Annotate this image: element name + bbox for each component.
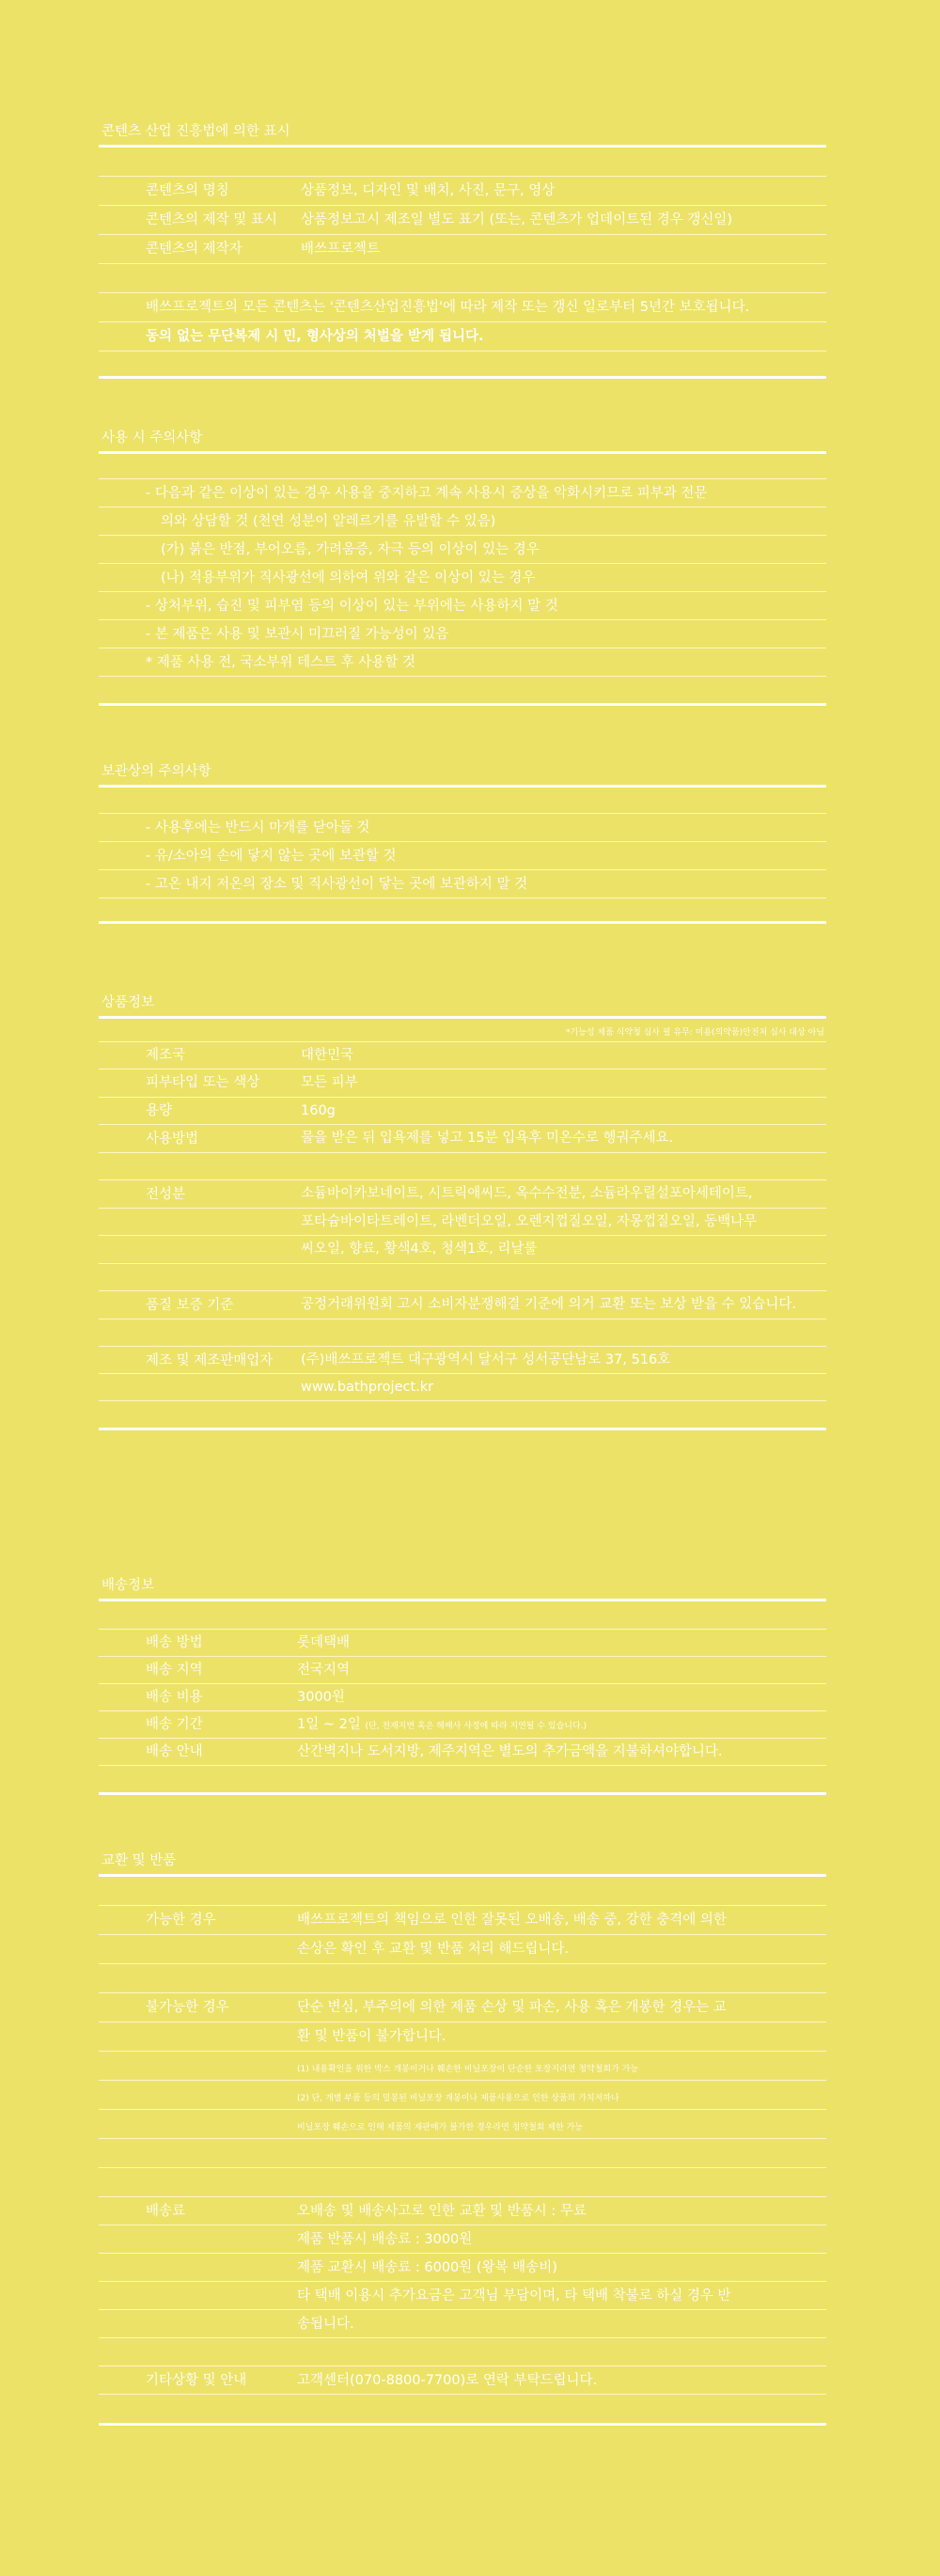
exchange-row-small <box>99 2081 826 2109</box>
row-label: 사용방법 <box>146 1132 199 1147</box>
product-row <box>99 1069 826 1097</box>
row-value: 환 및 반품이 불가합니다. <box>297 2029 446 2044</box>
section-title: 교환 및 반품 <box>102 1853 177 1868</box>
row-label: 배송 지역 <box>146 1663 203 1678</box>
row-label: 배송 안내 <box>146 1744 203 1759</box>
exchange-row-cont <box>99 2022 826 2051</box>
storage-line <box>99 814 826 841</box>
section-end-rule <box>99 921 826 924</box>
row-value: 손상은 확인 후 교환 및 반품 처리 해드립니다. <box>297 1942 569 1957</box>
row-label: 품질 보증 기준 <box>146 1298 234 1313</box>
storage-text: - 고온 내지 저온의 장소 및 직사광선이 닿는 곳에 보관하지 말 것 <box>146 877 528 892</box>
row-value: 제품 반품시 배송료 : 3000원 <box>297 2232 473 2247</box>
row-value: 물을 받은 뒤 입욕제를 넣고 15분 입욕후 미온수로 헹궈주세요. <box>301 1131 674 1146</box>
caution-text: (가) 붉은 반점, 부어오름, 가려움증, 자극 등의 이상이 있는 경우 <box>161 542 540 557</box>
delivery-row <box>99 1657 826 1683</box>
product-row <box>99 1347 826 1373</box>
row-value: 공정거래위원회 고시 소비자분쟁해결 기준에 의거 교환 또는 보상 받을 수 있습니다. <box>301 1297 796 1312</box>
row-value: 상품정보고시 제조일 별도 표기 (또는, 콘텐츠가 업데이트된 경우 갱신일) <box>301 212 732 227</box>
row-label: 가능한 경우 <box>146 1912 216 1928</box>
row-value: 전국지역 <box>297 1663 351 1678</box>
row-small-note: 비닐포장 훼손으로 인해 제품의 재판매가 불가한 경우라면 청약철회 제한 가능 <box>297 2123 583 2132</box>
product-info-section <box>99 993 826 1430</box>
delivery-row <box>99 1711 826 1738</box>
caution-text: 의와 상담할 것 (천연 성분이 알레르기를 유발할 수 있음) <box>161 514 496 529</box>
row-label: 콘텐츠의 제작 및 표시 <box>146 212 277 227</box>
delivery-period: 1일 ~ 2일 <box>297 1717 361 1732</box>
row-small-note: (2) 단, 개별 부품 등의 밀봉된 비닐포장 개봉이나 제품사용으로 인한 상품의 가치저하나 <box>297 2094 619 2103</box>
section-end-rule <box>99 2423 826 2426</box>
row-label: 제조국 <box>146 1048 186 1063</box>
row-value <box>297 1715 587 1736</box>
exchange-row <box>99 1993 826 2022</box>
product-row <box>99 1125 826 1152</box>
exchange-row-cont <box>99 2310 826 2337</box>
exchange-row-cont <box>99 2282 826 2309</box>
row-value: 오배송 및 배송사고로 인한 교환 및 반품시 : 무료 <box>297 2204 587 2219</box>
usage-caution-section <box>99 429 826 706</box>
row-value: 3000원 <box>297 1690 345 1705</box>
caution-text: (나) 적용부위가 직사광선에 의하여 위와 같은 이상이 있는 경우 <box>161 570 536 585</box>
row-value: (주)배쓰프로젝트 대구광역시 달서구 성서공단남로 37, 516호 <box>301 1352 671 1367</box>
storage-caution-section <box>99 762 826 924</box>
product-row-cont <box>99 1236 826 1263</box>
notice-line <box>99 293 826 321</box>
row-label: 콘텐츠의 명칭 <box>146 183 229 198</box>
section-title: 콘텐츠 산업 진흥법에 의한 표시 <box>102 124 290 139</box>
delivery-row <box>99 1684 826 1710</box>
row-label: 기타상황 및 안내 <box>146 2373 247 2388</box>
row-label: 전성분 <box>146 1187 186 1202</box>
row-value: 타 택배 이용시 추가요금은 고객님 부담이며, 타 택배 착불로 하실 경우 반 <box>297 2288 731 2303</box>
exchange-row <box>99 2197 826 2225</box>
caution-line <box>99 620 826 648</box>
caution-line <box>99 648 826 676</box>
section-end-rule <box>99 1792 826 1795</box>
exchange-return-section <box>99 1851 826 2426</box>
row-value: 제품 교환시 배송료 : 6000원 (왕복 배송비) <box>297 2260 557 2275</box>
row-small-note: (1) 내용확인을 위한 박스 개봉이거나 훼손한 비닐포장이 단순한 포장지라면 청약철회가 가능 <box>297 2065 639 2074</box>
exchange-row <box>99 2366 826 2394</box>
row-label: 콘텐츠의 제작자 <box>146 242 243 257</box>
info-row <box>99 206 826 234</box>
caution-line <box>99 479 826 507</box>
caution-text: * 제품 사용 전, 국소부위 테스트 후 사용할 것 <box>146 655 415 670</box>
storage-line <box>99 842 826 869</box>
product-row-cont <box>99 1209 826 1235</box>
product-row <box>99 1291 826 1319</box>
row-value: 160g <box>301 1103 336 1118</box>
notice-line <box>99 322 826 351</box>
caution-line <box>99 507 826 535</box>
row-value: 상품정보, 디자인 및 배치, 사진, 문구, 영상 <box>301 183 556 198</box>
delivery-period-note: (단, 천재지변 혹은 해배사 사정에 따라 지연될 수 있습니다.) <box>365 1722 588 1731</box>
product-row <box>99 1180 826 1208</box>
row-value: 송됩니다. <box>297 2317 354 2332</box>
caution-line <box>99 536 826 563</box>
row-value: 배쓰프로젝트의 책임으로 인한 잘못된 오배송, 배송 중, 강한 충격에 의한 <box>297 1912 727 1928</box>
exchange-row-cont <box>99 2225 826 2253</box>
exchange-row-small <box>99 2110 826 2138</box>
exchange-row-cont <box>99 2254 826 2281</box>
row-label: 배송 방법 <box>146 1635 203 1650</box>
delivery-row <box>99 1630 826 1656</box>
row-label: 제조 및 제조판매업자 <box>146 1353 274 1368</box>
row-value: 대한민국 <box>301 1048 354 1063</box>
row-value: 배쓰프로젝트 <box>301 242 381 257</box>
section-title: 사용 시 주의사항 <box>102 430 203 445</box>
exchange-row-small <box>99 2052 826 2080</box>
info-row <box>99 235 826 263</box>
product-note: *기능성 제품 식약청 심사 필 유무: 미용(의약품)안전처 심사 대상 아님 <box>565 1028 824 1038</box>
caution-line <box>99 592 826 619</box>
row-label: 불가능한 경우 <box>146 2000 229 2015</box>
product-row <box>99 1098 826 1124</box>
row-label: 배송 비용 <box>146 1690 203 1705</box>
section-title: 보관상의 주의사항 <box>102 764 212 779</box>
row-value: 포타슘바이타트레이트, 라벤더오일, 오렌지껍질오일, 자몽껍질오일, 동백나무 <box>301 1214 758 1229</box>
section-end-rule <box>99 703 826 706</box>
notice-text-bold: 동의 없는 무단복제 시 민, 형사상의 처벌을 받게 됩니다. <box>146 329 484 344</box>
copyright-section <box>99 122 826 379</box>
row-value: 씨오일, 향료, 황색4호, 청색1호, 리날룰 <box>301 1241 538 1257</box>
notice-text: 배쓰프로젝트의 모든 콘텐츠는 '콘텐츠산업진흥법'에 따라 제작 또는 갱신 일로부터 5년간 보호됩니다. <box>146 300 750 315</box>
row-value: 고객센터(070-8800-7700)로 연락 부탁드립니다. <box>297 2373 598 2388</box>
row-label: 피부타입 또는 색상 <box>146 1075 260 1090</box>
row-label: 배송료 <box>146 2204 186 2219</box>
storage-text: - 유/소아의 손에 닿지 않는 곳에 보관할 것 <box>146 849 397 864</box>
row-value: 모든 피부 <box>301 1075 358 1090</box>
row-label: 배송 기간 <box>146 1717 203 1732</box>
caution-text: - 본 제품은 사용 및 보관시 미끄러질 가능성이 있음 <box>146 627 449 642</box>
section-end-rule <box>99 376 826 379</box>
row-value: 산간벽지나 도서지방, 제주지역은 별도의 추가금액을 지불하셔야합니다. <box>297 1744 723 1759</box>
row-value: 소듐바이카보네이트, 시트릭애씨드, 옥수수전분, 소듐라우릴설포아세테이트, <box>301 1186 753 1201</box>
storage-line <box>99 870 826 898</box>
section-title: 상품정보 <box>102 995 155 1010</box>
section-end-rule <box>99 1428 826 1430</box>
info-row <box>99 177 826 205</box>
row-value: 롯데택배 <box>297 1635 351 1650</box>
caution-text: - 상처부위, 습진 및 피부염 등의 이상이 있는 부위에는 사용하지 말 것 <box>146 599 558 614</box>
storage-text: - 사용후에는 반드시 마개를 닫아둘 것 <box>146 820 370 835</box>
website-text: www.bathproject.kr <box>301 1380 434 1395</box>
row-value: 단순 변심, 부주의에 의한 제품 손상 및 파손, 사용 혹은 개봉한 경우는 교 <box>297 2000 727 2015</box>
caution-line <box>99 564 826 591</box>
product-row-cont <box>99 1374 826 1400</box>
section-title: 배송정보 <box>102 1578 155 1593</box>
exchange-row-cont <box>99 1935 826 1963</box>
caution-text: - 다음과 같은 이상이 있는 경우 사용을 중지하고 계속 사용시 증상을 악화시키므로 피부과 전문 <box>146 486 708 501</box>
row-label: 용량 <box>146 1103 173 1118</box>
product-row <box>99 1042 826 1069</box>
delivery-row <box>99 1739 826 1765</box>
exchange-row <box>99 1906 826 1934</box>
delivery-section <box>99 1576 826 1795</box>
